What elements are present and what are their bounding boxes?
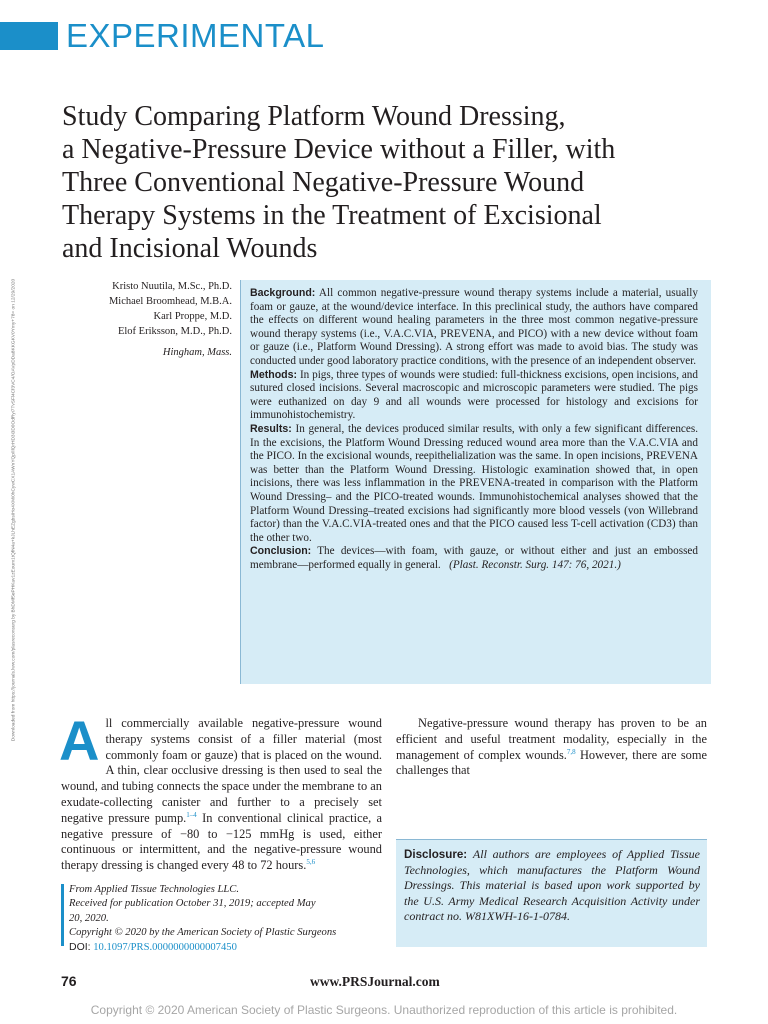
doi-link[interactable]: 10.1097/PRS.0000000000007450 — [93, 942, 237, 954]
author-list — [42, 279, 232, 360]
reference-link[interactable]: 7,8 — [566, 747, 576, 756]
disclosure-text — [404, 847, 700, 925]
title-line: and Incisional Wounds — [62, 233, 318, 264]
abstract-results-label: Results: — [250, 422, 292, 435]
abstract-background-text: All common negative-pressure wound therapy systems include a material, usually foam or gauze, at the wound/device interface. In this preclinical study, the authors have compared the effects on different wound healing parameters in the three most common negative-pressure wound therapy systems (i.e., V.A.C.VIA, PREVENA, and PICO) with a new device without foam or gauze (i.e., Platform Wound Dressing). A strong effort was made to avoid bias. The study was conducted under good laboratory practice conditions, with the presence of an independent observer. — [250, 287, 698, 367]
article-title — [62, 100, 722, 265]
abstract-rule — [240, 280, 241, 684]
body-column-right — [396, 716, 707, 779]
body-text: ll commercially available negative-pressure wound therapy systems consist of a filler material (most commonly foam or gauze) that is placed on the wound. A thin, clear occlusive dressing is then used to seal the wound, and tubing connects the space under the membrane to an exudate-collecting canister and further to a precisely set negative pressure pump. — [61, 716, 382, 825]
author-name: Michael Broomhead, M.B.A. — [108, 296, 232, 307]
drop-cap: A — [59, 709, 100, 772]
title-line: Study Comparing Platform Wound Dressing, — [62, 101, 566, 132]
abstract-background-label: Background: — [250, 287, 316, 299]
title-line: Three Conventional Negative-Pressure Wound — [62, 167, 585, 198]
abstract-text — [250, 287, 698, 572]
journal-url[interactable]: www.PRSJournal.com — [310, 974, 440, 989]
title-line: Therapy Systems in the Treatment of Excisional — [62, 200, 602, 231]
body-paragraph — [59, 709, 382, 874]
download-stamp — [4, 278, 24, 742]
author-affiliation: Hingham, Mass. — [162, 347, 232, 358]
abstract-background — [250, 287, 698, 369]
footnote-accepted: 20, 2020. — [69, 912, 109, 924]
page-number: 76 — [61, 973, 77, 989]
author-name: Karl Proppe, M.D. — [153, 311, 232, 322]
author-name: Kristo Nuutila, M.Sc., Ph.D. — [112, 281, 232, 292]
abstract-citation: (Plast. Reconstr. Surg. 147: 76, 2021.) — [449, 558, 621, 571]
article-footnote — [69, 883, 384, 955]
body-paragraph — [396, 716, 707, 779]
disclosure-label: Disclosure: — [404, 848, 468, 861]
body-text: Negative-pressure wound therapy has proven to be an efficient and useful treatment modality, especially in the management of complex wounds. — [396, 716, 707, 762]
author-name: Elof Eriksson, M.D., Ph.D. — [117, 326, 232, 337]
download-stamp-text: Downloaded from https://journals.lww.com/plasreconsurg by BhDMf5ePHKav1zEoum1tQfN4a+kJLhEZgbsIHo4XMi0hCywCX1AWnYQp/IlQrHD3i3D0OdRyi7TvSFl4Cf3VC4/OAVpDDa8KKGKV0Ymy+78= on 12/29/2020 — [11, 278, 17, 742]
body-column-left — [59, 709, 382, 874]
doi-label: DOI: — [69, 941, 91, 954]
abstract-conclusion-text: The devices—with foam, with gauze, or without either and just an embossed membrane—performed equally in general. — [250, 545, 698, 571]
reference-link[interactable]: 1–4 — [186, 810, 197, 819]
footnote-doi — [69, 940, 384, 955]
footnote-affiliation: From Applied Tissue Technologies LLC. — [69, 884, 240, 895]
abstract-conclusion-label: Conclusion: — [250, 545, 312, 558]
abstract-results-text: In general, the devices produced similar results, with only a few significant differences. In the excisions, the Platform Wound Dressing reduced wound area more than the V.A.C.VIA and the PICO. In the excisional wounds, reepithelialization was the same. In open incisions, PREVENA was better than the Platform Wound Dressing. Histologic examination showed that, in open incisions, there was less inflammation in the PREVENA-treated in comparison with the Platform Wound Dressing– and the PICO-treated wounds. Immunohistochemical analyses showed that the Platform Wound Dressing–treated excisions had significantly more blood vessels (von Willebrand factor) than the V.A.C.VIA-treated ones and that the PICO caused less T-cell activation (CD3) than the other two. — [250, 422, 698, 544]
body-text: In conventional clinical practice, a negative pressure of −80 to −125 mmHg is used, either continuous or intermittent, and the negative-pressure wound therapy dressing is changed every 48 to 72 hours. — [61, 810, 382, 873]
abstract-conclusion — [250, 545, 698, 572]
reference-link[interactable]: 5,6 — [306, 858, 316, 867]
section-label: EXPERIMENTAL — [66, 17, 325, 54]
copyright-notice: Copyright © 2020 American Society of Plastic Surgeons. Unauthorized reproduction of this article is prohibited. — [90, 1003, 678, 1017]
title-line: a Negative-Pressure Device without a Filler, with — [62, 134, 616, 165]
footnote-copyright: Copyright © 2020 by the American Society of Plastic Surgeons — [69, 926, 337, 938]
section-color-bar — [0, 22, 58, 50]
abstract-methods-text: In pigs, three types of wounds were studied: full-thickness excisions, open incisions, and sutured closed incisions. Several macroscopic and microscopic parameters were studied. The pigs were euthanized on day 9 and all wounds were processed for histology and excisions for immunohistochemistry. — [250, 368, 698, 422]
footnote-rule — [61, 884, 64, 946]
footnote-received: Received for publication October 31, 2019; accepted May — [69, 898, 316, 910]
body-text: However, there are some challenges that — [396, 747, 707, 778]
abstract-methods-label: Methods: — [250, 368, 298, 381]
abstract-methods — [250, 369, 698, 423]
abstract-results — [250, 423, 698, 545]
disclosure-body: All authors are employees of Applied Tissue Technologies, which manufactures the Platform Wound Dressings. This material is based upon work supported by the U.S. Army Medical Research Acquisition Activity under contract no. W81XWH-16-1-0784. — [404, 847, 701, 924]
